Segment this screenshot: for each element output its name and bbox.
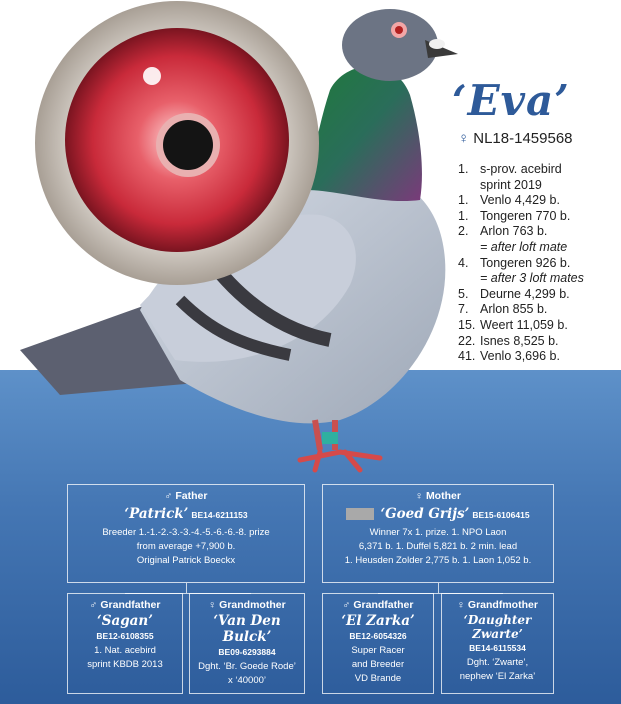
grandfather-paternal-card: ♂ Grandfather ‘Sagan’ BE12-6108355 1. Nat. acebird sprint KBDB 2013	[67, 593, 183, 694]
pigeon-ring-number	[458, 130, 573, 147]
grandfather-name: ‘Sagan’	[97, 613, 153, 629]
result-row: 1. Venlo 4,429 b.	[458, 193, 560, 208]
female-symbol-icon: ♀	[415, 490, 423, 502]
pigeon-name: ‘Eva’	[452, 76, 570, 125]
result-row: 5. Deurne 4,299 b.	[458, 286, 570, 301]
color-swatch	[346, 508, 374, 520]
mother-info: 6,371 b. 1. Duffel 5,821 b. 2 min. lead	[358, 541, 518, 552]
male-symbol-icon: ♂	[164, 490, 173, 502]
grandmother-name: ‘Daughter Zwarte’	[463, 613, 532, 641]
result-row: sprint 2019	[480, 177, 542, 192]
female-symbol-icon: ♀	[457, 599, 465, 611]
ring-text: NL18-1459568	[473, 130, 573, 147]
father-card	[67, 484, 305, 583]
mother-ring: BE15-6106415	[472, 510, 530, 520]
grandmother-name: ‘Van Den Bulck’	[213, 613, 281, 645]
mother-name: ‘Goed Grijs’	[380, 506, 470, 522]
result-row: 2. Arlon 763 b.	[458, 224, 548, 239]
result-row: 1. s-prov. acebird	[458, 162, 562, 176]
mother-card	[322, 484, 554, 583]
father-info: Breeder 1.-1.-2.-3.-3.-4.-5.-6.-6.-8. prize	[102, 527, 270, 538]
result-note: = after loft mate	[480, 239, 568, 254]
result-row: 7. Arlon 855 b.	[458, 302, 548, 317]
results-list	[458, 162, 584, 365]
grandmother-maternal-card: ♀ Grandfmother ‘Daughter Zwarte’ BE14-6115534 Dght. ‘Zwarte’, nephew ‘El Zarka’	[441, 593, 554, 694]
grandfather-maternal-card: ♂ Grandfather ‘El Zarka’ BE12-6054326 Super Racer and Breeder VD Brande	[322, 593, 434, 694]
grandmother-paternal-card: ♀ Grandmother ‘Van Den Bulck’ BE09-6293884 Dght. ‘Br. Goede Rode’ x ‘40000’	[189, 593, 305, 694]
female-symbol-icon: ♀	[208, 599, 217, 611]
female-symbol-icon: ♀	[458, 130, 470, 147]
result-row: 15. Weert 11,059 b.	[458, 317, 568, 332]
result-row: 41. Venlo 3,696 b.	[458, 349, 560, 364]
male-symbol-icon: ♂	[342, 599, 351, 611]
male-symbol-icon: ♂	[89, 599, 98, 611]
mother-info: Winner 7x 1. prize. 1. NPO Laon	[369, 527, 507, 538]
mother-info: 1. Heusden Zolder 2,775 b. 1. Laon 1,052 b.	[344, 555, 532, 566]
grandfather-name: ‘El Zarka’	[341, 613, 415, 629]
grandfather-ring: BE12-6054326	[349, 631, 407, 641]
grandmother-ring: BE09-6293884	[218, 647, 276, 657]
result-row: 22. Isnes 8,525 b.	[458, 333, 559, 348]
grandfather-ring: BE12-6108355	[96, 631, 154, 641]
mother-role: ♀ Mother	[415, 490, 461, 502]
grandmother-ring: BE14-6115534	[469, 643, 526, 653]
father-role: ♂ Father	[164, 490, 208, 502]
father-info: Original Patrick Boeckx	[136, 555, 236, 566]
eye-closeup-image	[34, 0, 320, 286]
father-info: from average +7,900 b.	[136, 541, 236, 552]
connector-line	[186, 583, 187, 593]
result-row: 4. Tongeren 926 b.	[458, 255, 571, 270]
father-name: ‘Patrick’	[124, 506, 189, 522]
result-row: 1. Tongeren 770 b.	[458, 208, 571, 223]
father-ring: BE14-6211153	[191, 510, 248, 520]
connector-line	[438, 583, 439, 593]
result-note: = after 3 loft mates	[480, 271, 584, 286]
